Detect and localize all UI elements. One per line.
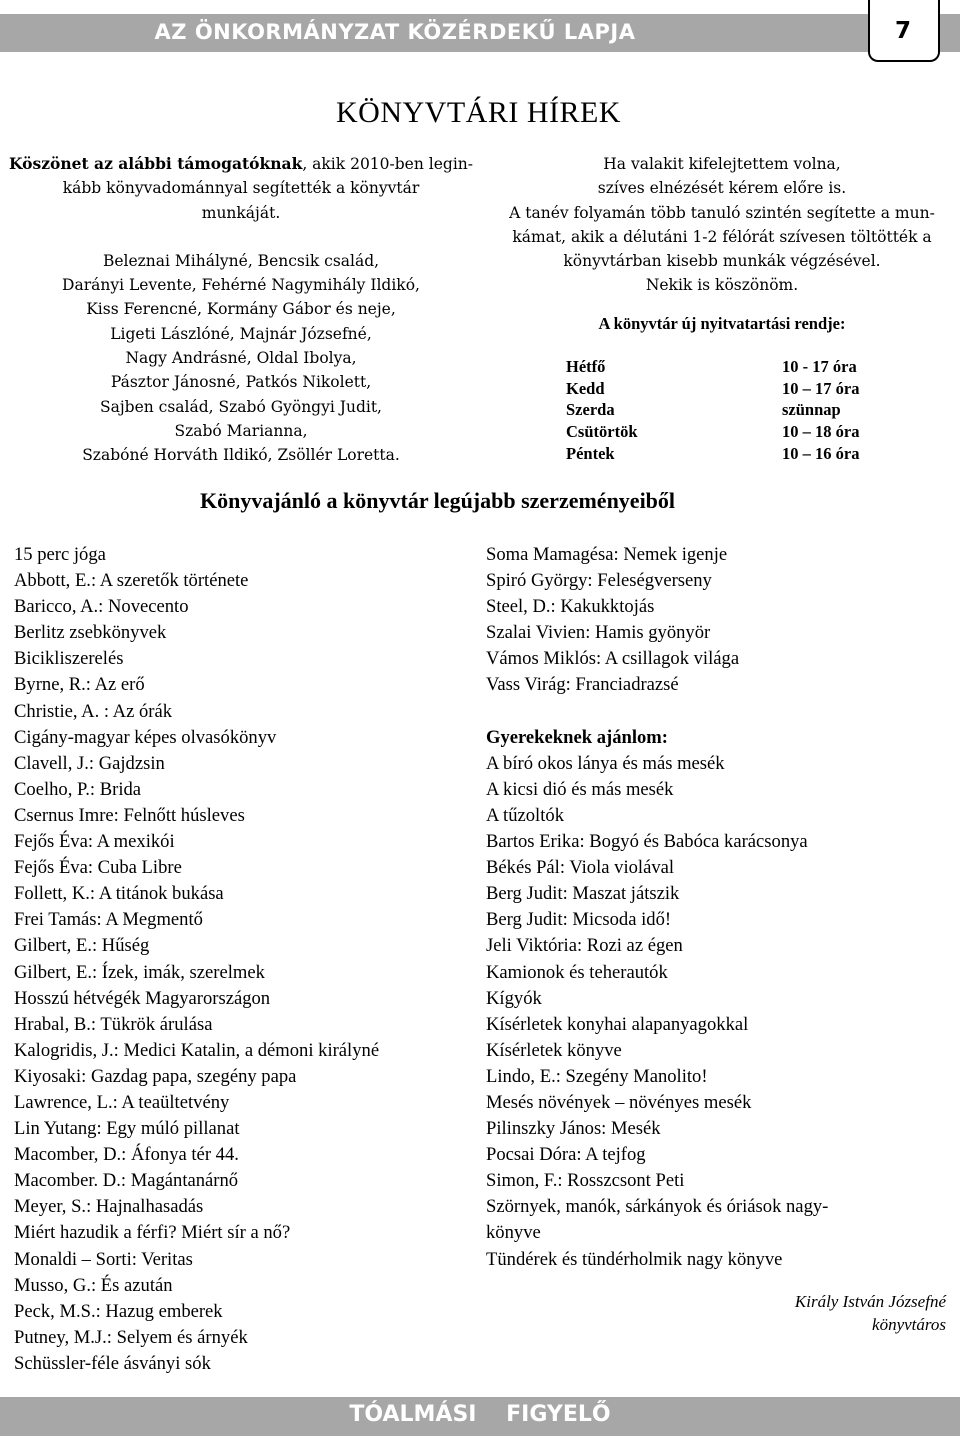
thanks-lead-line-3: munkáját. <box>201 203 281 222</box>
hours-time: 10 – 17 óra <box>782 378 860 398</box>
footer-title: TÓALMÁSI FIGYELŐ <box>349 1402 611 1427</box>
signature-role: könyvtáros <box>872 1315 946 1334</box>
book-item: Hosszú hétvégék Magyarországon <box>14 987 271 1009</box>
supporter-line: Darányi Levente, Fehérné Nagymihály Ildikó, <box>62 276 420 295</box>
book-item: Fejős Éva: A mexikói <box>14 831 175 853</box>
book-item: Pocsai Dóra: A tejfog <box>486 1144 646 1166</box>
hours-row <box>566 356 859 378</box>
book-item: A bíró okos lánya és más mesék <box>486 752 725 774</box>
list-spacer <box>486 699 916 725</box>
hours-time: 10 – 16 óra <box>782 443 860 463</box>
book-item: Schüssler-féle ásványi sók <box>14 1352 211 1374</box>
note-line: Nekik is köszönöm. <box>645 276 799 295</box>
book-item: Békés Pál: Viola violával <box>486 857 675 879</box>
book-item: Macomber. D.: Magántanárnő <box>14 1170 239 1192</box>
kids-title: Gyerekeknek ajánlom: <box>486 726 668 748</box>
hours-day: Péntek <box>566 443 615 463</box>
book-item: Kígyók <box>486 987 542 1009</box>
book-item: Pilinszky János: Mesék <box>486 1118 661 1140</box>
book-item: Abbott, E.: A szeretők története <box>14 570 249 592</box>
note-line: szíves elnézését kérem előre is. <box>597 179 847 198</box>
hours-time: 10 - 17 óra <box>782 357 857 376</box>
book-item: Monaldi – Sorti: Veritas <box>14 1248 193 1270</box>
note-line: Ha valakit kifelejtettem volna, <box>603 155 841 173</box>
book-item: Bicikliszerelés <box>14 648 124 670</box>
hours-row <box>566 399 859 421</box>
supporter-line: Sajben család, Szabó Gyöngyi Judit, <box>100 397 382 416</box>
header-title: AZ ÖNKORMÁNYZAT KÖZÉRDEKŰ LAPJA <box>154 20 636 44</box>
supporter-line: Szabóné Horváth Ildikó, Zsöllér Loretta. <box>82 446 400 465</box>
book-item: Steel, D.: Kakukktojás <box>486 596 655 618</box>
book-item: Lindo, E.: Szegény Manolito! <box>486 1065 708 1087</box>
book-item: Lin Yutang: Egy múló pillanat <box>14 1118 240 1140</box>
book-item: A tűzoltók <box>486 804 564 826</box>
book-item: Byrne, R.: Az erő <box>14 674 145 696</box>
kids-book-list <box>486 751 916 1273</box>
supporter-line: Szabó Marianna, <box>174 421 308 440</box>
book-item: Kiyosaki: Gazdag papa, szegény papa <box>14 1065 297 1087</box>
book-item: Hrabal, B.: Tükrök árulása <box>14 1013 213 1035</box>
book-item: Berlitz zsebkönyvek <box>14 622 167 644</box>
thanks-block <box>8 152 474 468</box>
book-item: Kísérletek konyhai alapanyagokkal <box>486 1013 749 1035</box>
book-item: Kamionok és teherautók <box>486 961 668 983</box>
thanks-lead-line-1: , akik 2010-ben legin- <box>302 155 473 173</box>
book-item: Vámos Miklós: A csillagok világa <box>486 648 740 670</box>
book-item: Simon, F.: Rosszcsont Peti <box>486 1170 685 1192</box>
book-item: Szörnyek, manók, sárkányok és óriások nagy- <box>486 1196 829 1218</box>
book-list-right <box>486 542 916 1273</box>
opening-hours-table <box>566 356 859 465</box>
hours-day: Kedd <box>566 378 605 398</box>
thanks-lead: Köszönet az alábbi támogatóknak <box>9 154 303 173</box>
signature-name: Király István Józsefné <box>794 1292 946 1311</box>
book-item: Frei Tamás: A Megmentő <box>14 909 203 931</box>
book-item: Berg Judit: Maszat játszik <box>486 883 680 905</box>
thanks-lead-line-2: kább könyvadománnyal segítették a könyvtár <box>62 179 420 198</box>
note-line: kámat, akik a délutáni 1-2 félórát szívesen töltötték a <box>512 227 932 246</box>
supporter-line: Pásztor Jánosné, Patkós Nikolett, <box>110 373 372 392</box>
book-item: Peck, M.S.: Hazug emberek <box>14 1300 223 1322</box>
book-item: Miért hazudik a férfi? Miért sír a nő? <box>14 1222 291 1244</box>
book-item: Baricco, A.: Novecento <box>14 596 189 618</box>
book-item: Gilbert, E.: Hűség <box>14 935 150 957</box>
book-item: Fejős Éva: Cuba Libre <box>14 857 182 879</box>
adult-books-continued <box>486 542 916 699</box>
supporter-names <box>8 249 474 468</box>
book-item: könyve <box>486 1222 541 1244</box>
hours-row <box>566 443 859 465</box>
book-list-left <box>14 542 484 1377</box>
supporter-line: Nagy Andrásné, Oldal Ibolya, <box>125 349 357 368</box>
supporter-line: Beleznai Mihályné, Bencsik család, <box>102 251 380 270</box>
hours-day: Szerda <box>566 400 615 420</box>
librarian-note <box>484 152 960 298</box>
opening-hours-title: A könyvtár új nyitvatartási rendje: <box>598 314 846 333</box>
book-item: Vass Virág: Franciadrazsé <box>486 674 679 696</box>
book-item: Gilbert, E.: Ízek, imák, szerelmek <box>14 961 265 983</box>
book-item: Follett, K.: A titánok bukása <box>14 883 224 905</box>
hours-time: 10 – 18 óra <box>782 422 860 442</box>
hours-time: szünnap <box>782 400 841 420</box>
book-item: Csernus Imre: Felnőtt húsleves <box>14 804 245 826</box>
book-item: Kísérletek könyve <box>486 1039 622 1061</box>
book-item: A kicsi dió és más mesék <box>486 778 674 800</box>
note-line: könyvtárban kisebb munkák végzésével. <box>563 252 881 271</box>
book-item: Clavell, J.: Gajdzsin <box>14 752 165 774</box>
section-title: KÖNYVTÁRI HÍREK <box>336 96 621 129</box>
book-item: Lawrence, L.: A teaültetvény <box>14 1091 230 1113</box>
book-item: Putney, M.J.: Selyem és árnyék <box>14 1326 248 1348</box>
book-item: Cigány-magyar képes olvasókönyv <box>14 726 277 748</box>
book-item: Musso, G.: És azután <box>14 1274 173 1296</box>
thanks-intro <box>8 152 474 225</box>
recommendation-title: Könyvajánló a könyvtár legújabb szerzeményeiből <box>200 488 676 513</box>
book-item: Tündérek és tündérholmik nagy könyve <box>486 1248 783 1270</box>
book-item: Jeli Viktória: Rozi az égen <box>486 935 683 957</box>
signature <box>690 1290 946 1336</box>
book-item: Spiró György: Feleségverseny <box>486 570 712 592</box>
book-item: Soma Mamagésa: Nemek igenje <box>486 544 728 565</box>
book-item: Christie, A. : Az órák <box>14 700 173 722</box>
book-item: Kalogridis, J.: Medici Katalin, a démoni királyné <box>14 1039 380 1061</box>
book-item: Mesés növények – növényes mesék <box>486 1091 752 1113</box>
note-line: A tanév folyamán több tanuló szintén segítette a mun- <box>509 203 935 222</box>
book-item: 15 perc jóga <box>14 544 106 565</box>
supporter-line: Ligeti Lászlóné, Majnár Józsefné, <box>110 324 372 343</box>
hours-row <box>566 378 859 400</box>
book-item: Bartos Erika: Bogyó és Babóca karácsonya <box>486 831 808 853</box>
hours-day: Hétfő <box>566 357 606 376</box>
hours-row <box>566 421 859 443</box>
book-item: Meyer, S.: Hajnalhasadás <box>14 1196 204 1218</box>
book-item: Macomber, D.: Áfonya tér 44. <box>14 1144 239 1166</box>
book-item: Berg Judit: Micsoda idő! <box>486 909 672 931</box>
book-item: Szalai Vivien: Hamis gyönyör <box>486 622 711 644</box>
hours-day: Csütörtök <box>566 422 638 442</box>
page-number: 7 <box>894 18 911 44</box>
supporter-line: Kiss Ferencné, Kormány Gábor és neje, <box>86 300 396 319</box>
book-item: Coelho, P.: Brida <box>14 778 142 800</box>
